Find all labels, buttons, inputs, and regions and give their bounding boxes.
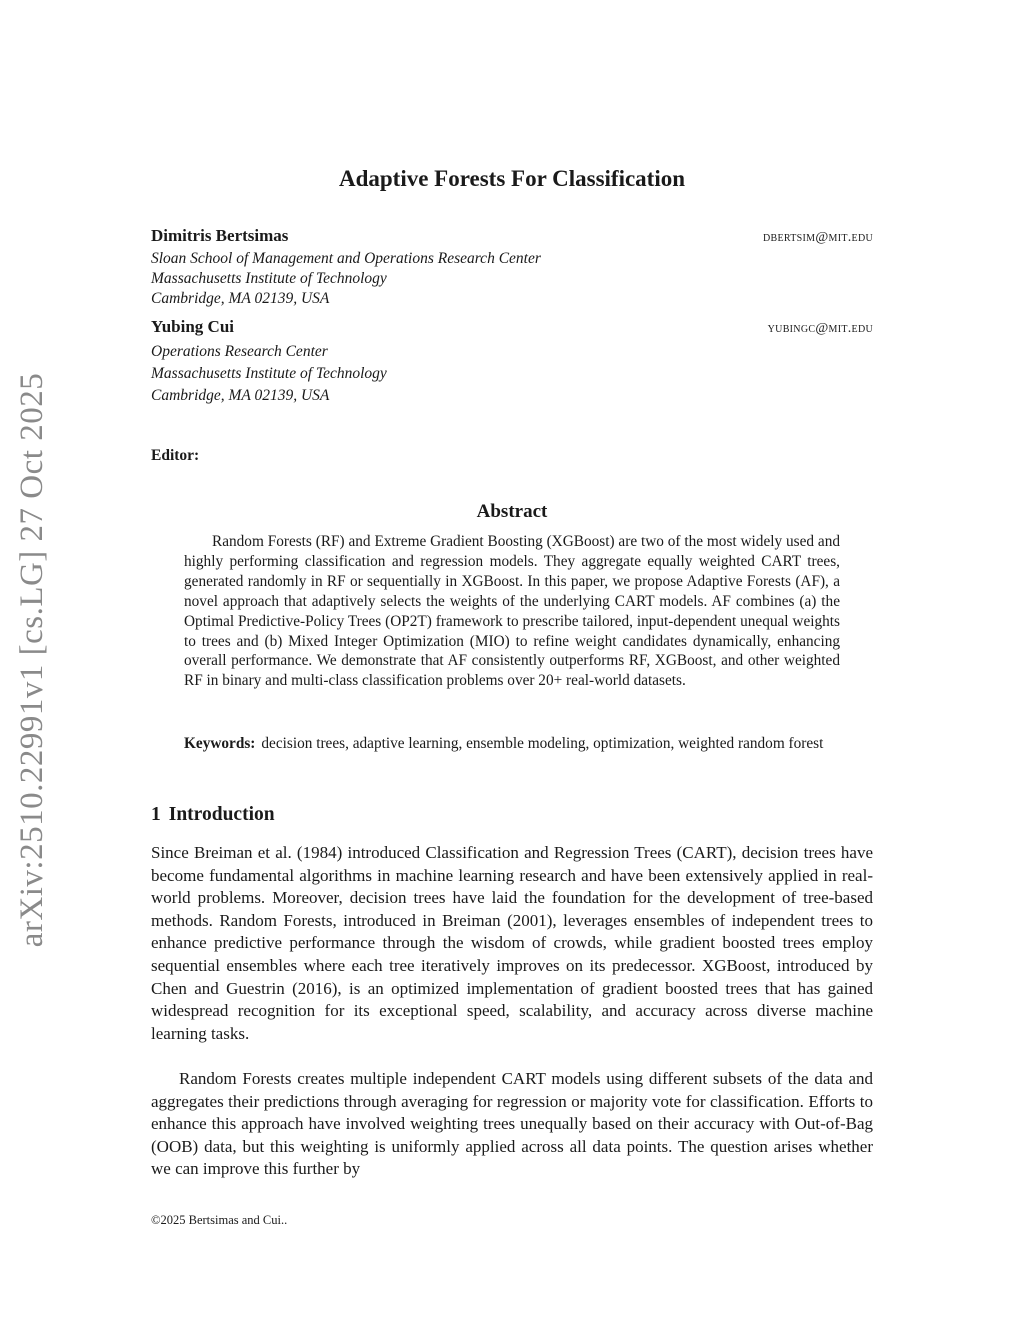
author-block — [151, 226, 873, 309]
section-number: 1 — [151, 804, 161, 825]
copyright-footer: ©2025 Bertsimas and Cui.. — [151, 1213, 288, 1227]
author-affiliation-line: Operations Research Center — [151, 343, 328, 360]
author-name: Yubing Cui — [151, 317, 235, 336]
author-affiliation-line: Massachusetts Institute of Technology — [151, 270, 387, 287]
author-email[interactable]: dbertsim@mit.edu — [762, 230, 873, 245]
body-paragraph: Random Forests creates multiple independent CART models using different subsets of the data and aggregates their predictions through averaging for regression or majority vote for classification. Efforts to enhance this approach have involved weighting trees unequally based on their accuracy with Out-of-Bag (OOB) data, but this weighting is uniformly applied across all data points. The question arises whether we can improve this further by — [151, 1069, 873, 1179]
author-affiliation-line: Massachusetts Institute of Technology — [151, 365, 387, 382]
paper-title: Adaptive Forests For Classification — [338, 166, 686, 191]
arxiv-side-stamp: arXiv:2510.22991v1 [cs.LG] 27 Oct 2025 — [14, 372, 50, 948]
keywords — [184, 734, 840, 754]
keywords-list: decision trees, adaptive learning, ensemble modeling, optimization, weighted random forest — [261, 735, 824, 752]
abstract-heading: Abstract — [476, 501, 548, 522]
author-affiliation-line: Cambridge, MA 02139, USA — [151, 387, 330, 404]
author-block — [151, 317, 873, 406]
section-heading — [151, 804, 275, 826]
author-affiliation-line: Cambridge, MA 02139, USA — [151, 290, 330, 307]
body-paragraph: Since Breiman et al. (1984) introduced Classification and Regression Trees (CART), decision trees have become fundamental algorithms in machine learning research and have been extensively applied in real-world problems. Moreover, decision trees have laid the foundation for the development of tree-based methods. Random Forests, introduced in Breiman (2001), leverages ensembles of independent trees to enhance predictive performance through the wisdom of crowds, while gradient boosted trees employ sequential ensembles where each tree iteratively improves on its predecessor. XGBoost, introduced by Chen and Guestrin (2016), is an optimized implementation of gradient boosted trees that has gained widespread recognition for its exceptional speed, scalability, and accuracy across diverse machine learning tasks. — [151, 843, 873, 1043]
editor-label: Editor: — [151, 447, 200, 464]
author-name: Dimitris Bertsimas — [151, 226, 289, 245]
abstract-text: Random Forests (RF) and Extreme Gradient Boosting (XGBoost) are two of the most widely used and highly performing classification and regression models. They aggregate equally weighted CART trees, generated randomly in RF or sequentially in XGBoost. In this paper, we propose Adaptive Forests (AF), a novel approach that adaptively selects the weights of the underlying CART models. AF combines (a) the Optimal Predictive-Policy Trees (OP2T) framework to prescribe tailored, input-dependent unequal weights to trees and (b) Mixed Integer Optimization (MIO) to refine weight candidates dynamically, enhancing overall performance. We demonstrate that AF consistently outperforms RF, XGBoost, and other weighted RF in binary and multi-class classification problems over 20+ real-world datasets. — [184, 533, 840, 690]
author-email[interactable]: yubingc@mit.edu — [767, 321, 873, 336]
author-affiliation-line: Sloan School of Management and Operations Research Center — [151, 250, 541, 267]
section-title: Introduction — [168, 804, 275, 825]
keywords-label: Keywords: — [184, 735, 256, 752]
